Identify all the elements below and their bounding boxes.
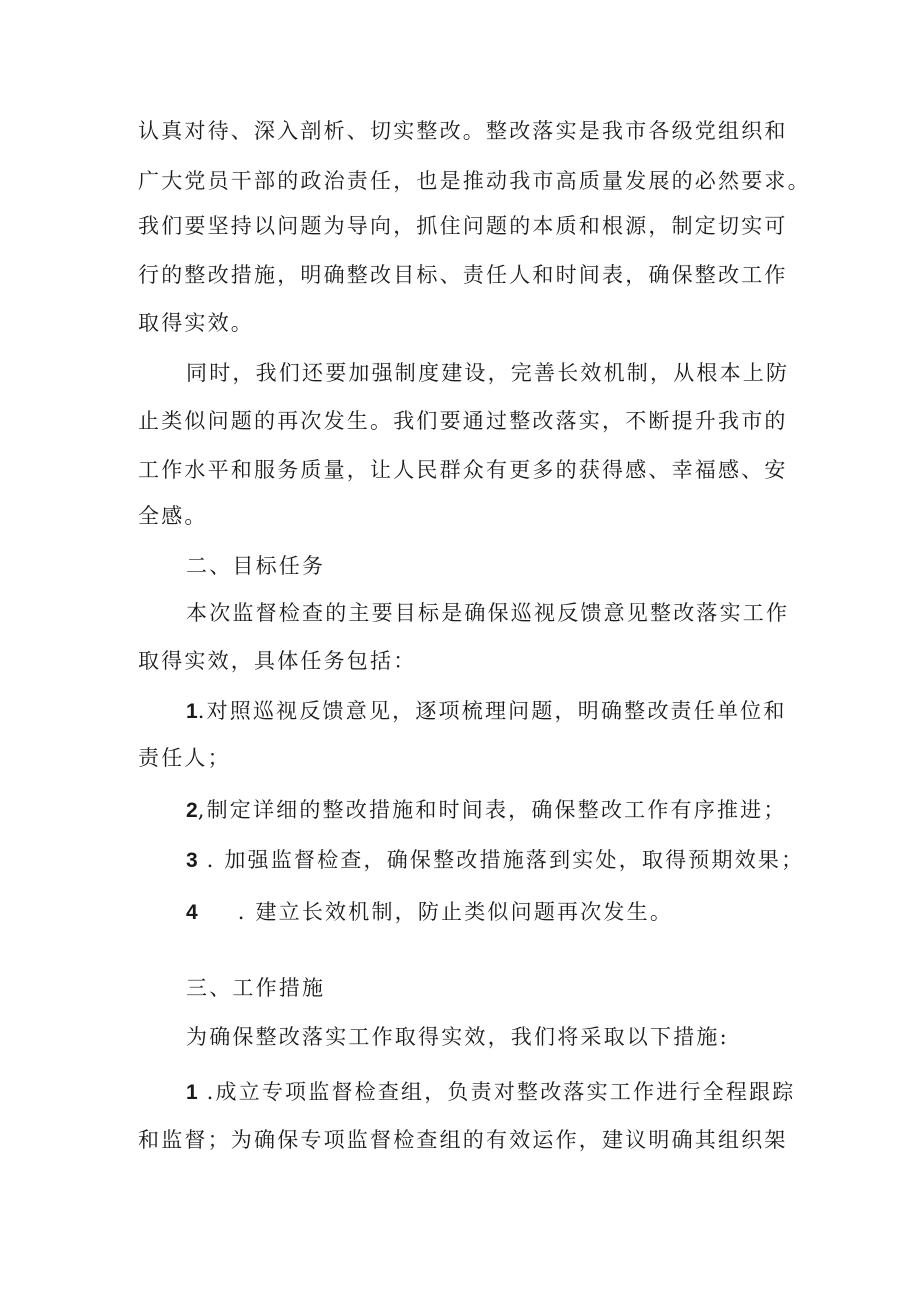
task-item-3-text: . 加强监督检查，确保整改措施落到实处，取得预期效果； <box>197 848 805 872</box>
section-3-heading: 三、工作措施 <box>186 976 326 1000</box>
task-item-1-text: .对照巡视反馈意见，逐项梳理问题，明确整改责任单位和 <box>197 699 787 723</box>
paragraph-1-line-1: 认真对待、深入剖析、切实整改。整改落实是我市各级党组织和 <box>138 119 788 143</box>
paragraph-2-line-4: 全感。 <box>138 504 208 528</box>
measure-item-1-number: 1 <box>186 1081 198 1104</box>
task-item-4-text: . 建立长效机制，防止类似问题再次发生。 <box>237 900 674 924</box>
task-item-1-number: 1 <box>186 700 198 723</box>
task-item-3 <box>186 850 804 871</box>
task-item-3-number: 3 <box>186 849 198 872</box>
section-2-intro-line-1: 本次监督检查的主要目标是确保巡视反馈意见整改落实工作 <box>186 601 790 625</box>
measure-item-1-continuation: 和监督；为确保专项监督检查组的有效运作，建议明确其组织架 <box>138 1128 788 1152</box>
task-item-2-number: 2 <box>186 799 198 822</box>
measure-item-1-text: .成立专项监督检查组，负责对整改落实工作进行全程跟踪 <box>197 1080 796 1104</box>
paragraph-1-line-2: 广大党员干部的政治责任，也是推动我市高质量发展的必然要求。 <box>138 169 811 193</box>
task-item-1-continuation: 责任人； <box>138 746 231 770</box>
task-item-4-number: 4 <box>186 901 198 924</box>
section-2-intro-line-2: 取得实效，具体任务包括： <box>138 649 417 673</box>
paragraph-1-line-5: 取得实效。 <box>138 311 254 335</box>
measure-item-1 <box>186 1082 795 1103</box>
paragraph-1-line-4: 行的整改措施，明确整改目标、责任人和时间表，确保整改工作 <box>138 263 788 287</box>
section-3-intro: 为确保整改落实工作取得实效，我们将采取以下措施: <box>186 1025 729 1049</box>
paragraph-1-line-3: 我们要坚持以问题为导向，抓住问题的本质和根源，制定切实可 <box>138 214 788 238</box>
paragraph-2-line-3: 工作水平和服务质量，让人民群众有更多的获得感、幸福感、安 <box>138 458 788 482</box>
section-2-heading: 二、目标任务 <box>186 554 326 578</box>
task-item-4 <box>186 902 673 923</box>
paragraph-2-line-2: 止类似问题的再次发生。我们要通过整改落实，不断提升我市的 <box>138 409 788 433</box>
paragraph-2-line-1: 同时，我们还要加强制度建设，完善长效机制，从根本上防 <box>186 361 790 385</box>
task-item-1 <box>186 701 787 722</box>
task-item-2 <box>186 800 787 821</box>
task-item-2-text: ,制定详细的整改措施和时间表，确保整改工作有序推进； <box>197 798 787 822</box>
